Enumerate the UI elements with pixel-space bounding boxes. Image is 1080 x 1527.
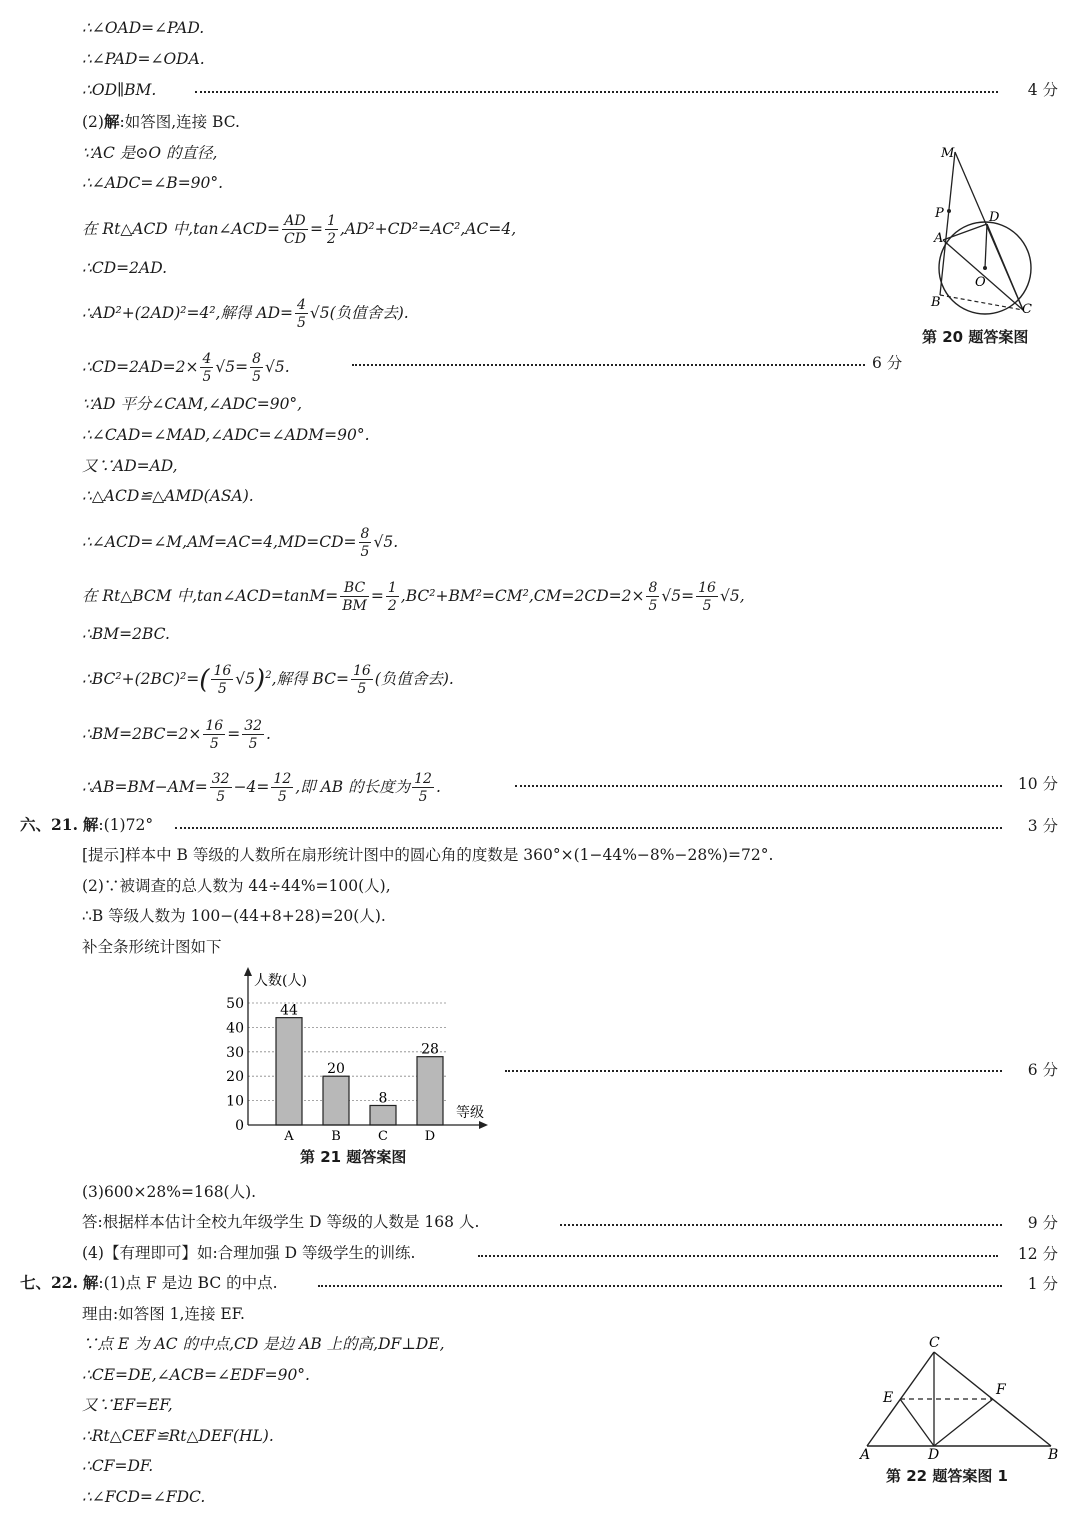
q21-part3: (3)600×28%=168(人). [82, 1183, 257, 1201]
q22-cf-df: ∴CF=DF. [82, 1457, 154, 1475]
bar-b [323, 1076, 349, 1125]
x-tick-label: C [378, 1129, 388, 1144]
part2-intro: (2)解:如答图,连接 BC. [82, 112, 240, 131]
score-10: 10 分 [1017, 775, 1058, 793]
figure-20-caption: 第 20 题答案图 [922, 328, 1029, 346]
step-bm-2bc: ∴BM=2BC. [82, 625, 170, 643]
x-tick-label: A [284, 1129, 294, 1144]
label-b: B [931, 295, 941, 310]
figure-22-caption: 第 22 题答案图 1 [886, 1467, 1008, 1485]
step-tan-acd: 在 Rt△ACD 中,tan∠ACD= $\frac{AD}{CD}$ = $\frac{1}{2}$ ,AD²+CD²=AC²,AC=4, [82, 213, 517, 247]
score-1: 1 分 [1027, 1275, 1058, 1293]
step-ad-bisects: ∵AD 平分∠CAM,∠ADC=90°, [82, 395, 303, 413]
score-12: 12 分 [1017, 1245, 1058, 1263]
step-right-angles: ∴∠ADC=∠B=90°. [82, 174, 224, 192]
label-o: O [975, 275, 986, 290]
y-axis-title: 人数(人) [254, 973, 307, 989]
step-cd-2ad: ∴CD=2AD. [82, 259, 167, 277]
label-m: M [941, 146, 955, 161]
step-ab-value: ∴AB=BM−AM= $\frac{32}{5}$ −4= $\frac{12}{5}$ ,即 AB 的长度为 $\frac{12}{5}$ . [82, 771, 441, 805]
step-angles-equal: ∴∠CAD=∠MAD,∠ADC=∠ADM=90°. [82, 426, 370, 444]
label-f: F [996, 1382, 1006, 1398]
score-6: 6 分 [872, 354, 903, 372]
score-6b: 6 分 [1027, 1061, 1058, 1079]
q22-given: ∵点 E 为 AC 的中点,CD 是边 AB 上的高,DF⊥DE, [82, 1335, 445, 1353]
q21-hint: [提示]样本中 B 等级的人数所在扇形统计图中的圆心角的度数是 360°×(1−44%−8%−28%)=72°. [82, 846, 774, 864]
y-axis-arrow [244, 967, 252, 976]
score-4: 4 分 [1027, 81, 1058, 99]
bar-value-label: 44 [280, 1002, 298, 1019]
label-d: D [928, 1447, 940, 1462]
bar-value-label: 28 [421, 1041, 439, 1058]
step-od-parallel-bm: ∴OD∥BM. [82, 81, 157, 99]
q22-congruent-hl: ∴Rt△CEF≌Rt△DEF(HL). [82, 1427, 274, 1445]
dot-leader [352, 364, 865, 366]
figure-21-caption: 第 21 题答案图 [300, 1148, 407, 1166]
x-tick-label: D [424, 1129, 436, 1144]
dot-leader [318, 1285, 1002, 1287]
label-a: A [860, 1447, 871, 1462]
q22-angles: ∴∠FCD=∠FDC. [82, 1488, 206, 1506]
label-c: C [1022, 302, 1032, 317]
x-axis-arrow [479, 1121, 488, 1129]
dot-leader [560, 1224, 1002, 1226]
label-e: E [883, 1390, 894, 1406]
bar-value-label: 8 [378, 1090, 388, 1107]
step-md-cd: ∴∠ACD=∠M,AM=AC=4,MD=CD= $\frac{8}{5}$ √5. [82, 526, 399, 560]
bar-d [417, 1057, 443, 1125]
figure-22-diagram [855, 1332, 1065, 1462]
q22-common: 又∵EF=EF, [82, 1396, 173, 1414]
bar-c [370, 1105, 396, 1125]
step-oad-pad: ∴∠OAD=∠PAD. [82, 19, 205, 37]
q21-total: (2)∵被调查的总人数为 44÷44%=100(人), [82, 877, 391, 895]
step-solve-bc: ∴BC²+(2BC)²=( $\frac{16}{5}$ √5)$^2$,解得 BC= $\frac{16}{5}$ (负值舍去). [82, 663, 454, 697]
step-solve-ad: ∴AD²+(2AD)²=4²,解得 AD= $\frac{4}{5}$ √5(负值舍去). [82, 297, 409, 331]
bar-a [276, 1018, 302, 1125]
q21-part4: (4)【有理即可】如:合理加强 D 等级学生的训练. [82, 1244, 416, 1262]
figure-20-diagram [925, 140, 1045, 325]
bar-value-label: 20 [327, 1061, 345, 1078]
q22-ce-de: ∴CE=DE,∠ACB=∠EDF=90°. [82, 1366, 310, 1384]
label-d: D [989, 210, 1000, 225]
label-b: B [1048, 1447, 1059, 1462]
dot-leader [505, 1070, 1002, 1072]
y-tick-label: 20 [226, 1069, 244, 1086]
step-common-side: 又∵AD=AD, [82, 457, 178, 475]
q21-b-count: ∴B 等级人数为 100−(44+8+28)=20(人). [82, 907, 386, 925]
q21-chart-intro: 补全条形统计图如下 [82, 938, 222, 956]
label-p: P [935, 206, 944, 221]
x-tick-label: B [331, 1129, 341, 1144]
label-a: A [934, 231, 944, 246]
dot-leader [195, 91, 998, 93]
step-bm-value: ∴BM=2BC=2× $\frac{16}{5}$ = $\frac{32}{5}$ . [82, 718, 271, 752]
q21-heading: 六、21. 解:(1)72° [20, 815, 154, 834]
q22-reason: 理由:如答图 1,连接 EF. [82, 1305, 245, 1323]
score-9: 9 分 [1027, 1214, 1058, 1232]
q22-heading: 七、22. 解:(1)点 F 是边 BC 的中点. [20, 1273, 278, 1292]
dot-leader [515, 785, 1002, 787]
y-tick-label: 30 [226, 1044, 244, 1061]
y-tick-label: 40 [226, 1020, 244, 1037]
y-tick-label: 50 [226, 996, 244, 1012]
y-tick-label: 0 [235, 1118, 244, 1134]
step-congruent-asa: ∴△ACD≌△AMD(ASA). [82, 487, 254, 505]
bar-chart-grade-counts [220, 965, 500, 1145]
label-c: C [929, 1335, 940, 1351]
dot-leader [478, 1255, 998, 1257]
q21-answer: 答:根据样本估计全校九年级学生 D 等级的人数是 168 人. [82, 1213, 480, 1231]
step-ac-diameter: ∵AC 是⊙O 的直径, [82, 144, 218, 162]
dot-leader [175, 827, 1002, 829]
step-pad-oda: ∴∠PAD=∠ODA. [82, 50, 205, 68]
y-tick-label: 10 [226, 1093, 244, 1110]
score-3: 3 分 [1027, 817, 1058, 835]
step-tan-m: 在 Rt△BCM 中,tan∠ACD=tanM= $\frac{BC}{BM}$ = $\frac{1}{2}$ ,BC²+BM²=CM²,CM=2CD=2× $\frac{8}{5}$ √5= $\frac{16}{5}$ √5, [82, 580, 745, 614]
step-cd-value: ∴CD=2AD=2× $\frac{4}{5}$ √5= $\frac{8}{5}$ √5. [82, 351, 290, 385]
x-axis-title: 等级 [456, 1105, 484, 1121]
